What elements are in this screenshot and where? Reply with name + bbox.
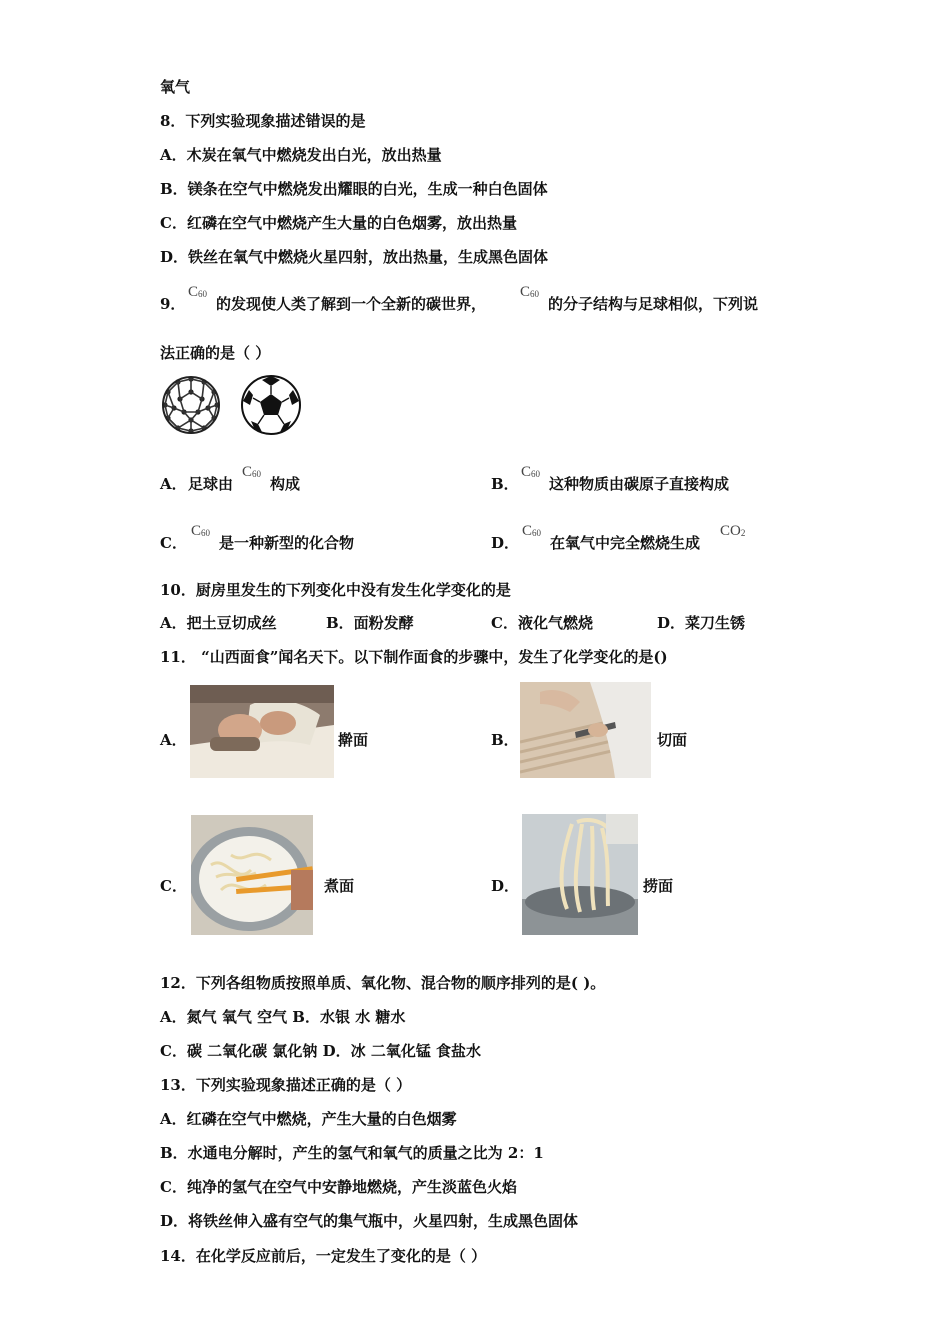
q9-option-d-label: D． — [491, 534, 520, 552]
q11-stem: 11． “山西面食”闻名天下。以下制作面食的步骤中，发生了化学变化的是() — [160, 648, 668, 666]
q9-option-d-post: 在氧气中完全燃烧生成 — [550, 534, 701, 552]
q9-option-b-post: 这种物质由碳原子直接构成 — [549, 475, 730, 493]
q13-option-b: B．水通电分解时，产生的氢气和氧气的质量之比为 2：1 — [160, 1144, 544, 1162]
scooping-noodles-photo — [522, 814, 638, 935]
q11-option-b-label: B． — [491, 731, 519, 749]
q10-option-b: B．面粉发酵 — [326, 614, 414, 632]
q9-stem-part2: 的分子结构与足球相似，下列说 — [548, 295, 759, 313]
q11-option-d-label: D． — [491, 877, 520, 895]
q9-number: 9． — [160, 295, 186, 313]
q12-options-ab: A．氮气 氧气 空气 B．水银 水 糖水 — [160, 1008, 406, 1026]
q11-option-c-text: 煮面 — [324, 877, 355, 895]
q13-option-c: C．纯净的氢气在空气中安静地燃烧，产生淡蓝色火焰 — [160, 1178, 517, 1196]
q9-stem-line2: 法正确的是（ ） — [160, 344, 271, 362]
boiling-noodles-photo — [191, 815, 313, 935]
co2-formula: $CO_2$ — [720, 523, 746, 539]
q12-stem: 12．下列各组物质按照单质、氧化物、混合物的顺序排列的是( )。 — [160, 974, 606, 992]
q10-option-d: D．菜刀生锈 — [657, 614, 746, 632]
q13-option-a: A．红磷在空气中燃烧，产生大量的白色烟雾 — [160, 1110, 457, 1128]
q11-option-a-text: 擀面 — [338, 731, 369, 749]
cutting-noodles-photo — [520, 682, 651, 778]
c60-formula: $C_{60}$ — [242, 464, 262, 480]
q8-option-b: B．镁条在空气中燃烧发出耀眼的白光，生成一种白色固体 — [160, 180, 548, 198]
q12-options-cd: C．碳 二氧化碳 氯化钠 D．冰 二氧化锰 食盐水 — [160, 1042, 482, 1060]
q8-option-d: D．铁丝在氧气中燃烧火星四射，放出热量，生成黑色固体 — [160, 248, 549, 266]
c60-formula: $C_{60}$ — [191, 523, 211, 539]
q9-option-b-label: B． — [491, 475, 519, 493]
q11-option-b-text: 切面 — [657, 731, 688, 749]
top-word: 氧气 — [160, 78, 191, 96]
q10-option-a: A．把土豆切成丝 — [160, 614, 277, 632]
c60-formula: $C_{60}$ — [521, 464, 541, 480]
c60-molecule-image — [160, 374, 222, 436]
c60-formula: $C_{60}$ — [522, 523, 542, 539]
q8-option-a: A．木炭在氧气中燃烧发出白光，放出热量 — [160, 146, 442, 164]
c60-formula: $C_{60}$ — [188, 284, 208, 300]
q10-stem: 10．厨房里发生的下列变化中没有发生化学变化的是 — [160, 581, 511, 599]
q11-option-d-text: 捞面 — [643, 877, 674, 895]
q8-option-c: C．红磷在空气中燃烧产生大量的白色烟雾，放出热量 — [160, 214, 517, 232]
q11-option-a-label: A． — [160, 731, 187, 749]
q13-stem: 13．下列实验现象描述正确的是（ ） — [160, 1076, 412, 1094]
q9-option-c-post: 是一种新型的化合物 — [219, 534, 355, 552]
q9-option-a-post: 构成 — [270, 475, 301, 493]
rolling-dough-photo — [190, 685, 334, 778]
q13-option-d: D．将铁丝伸入盛有空气的集气瓶中，火星四射，生成黑色固体 — [160, 1212, 579, 1230]
q8-stem: 8．下列实验现象描述错误的是 — [160, 112, 366, 130]
q9-option-a-label: A． — [160, 475, 187, 493]
c60-formula: $C_{60}$ — [520, 284, 540, 300]
soccer-ball-image — [240, 374, 302, 436]
q9-stem-part1: 的发现使人类了解到一个全新的碳世界， — [216, 295, 487, 313]
q10-option-c: C．液化气燃烧 — [491, 614, 593, 632]
q9-option-c-label: C． — [160, 534, 187, 552]
q14-stem: 14．在化学反应前后，一定发生了变化的是（ ） — [160, 1247, 487, 1265]
q9-option-a-pre: 足球由 — [188, 475, 234, 493]
q11-option-c-label: C． — [160, 877, 187, 895]
